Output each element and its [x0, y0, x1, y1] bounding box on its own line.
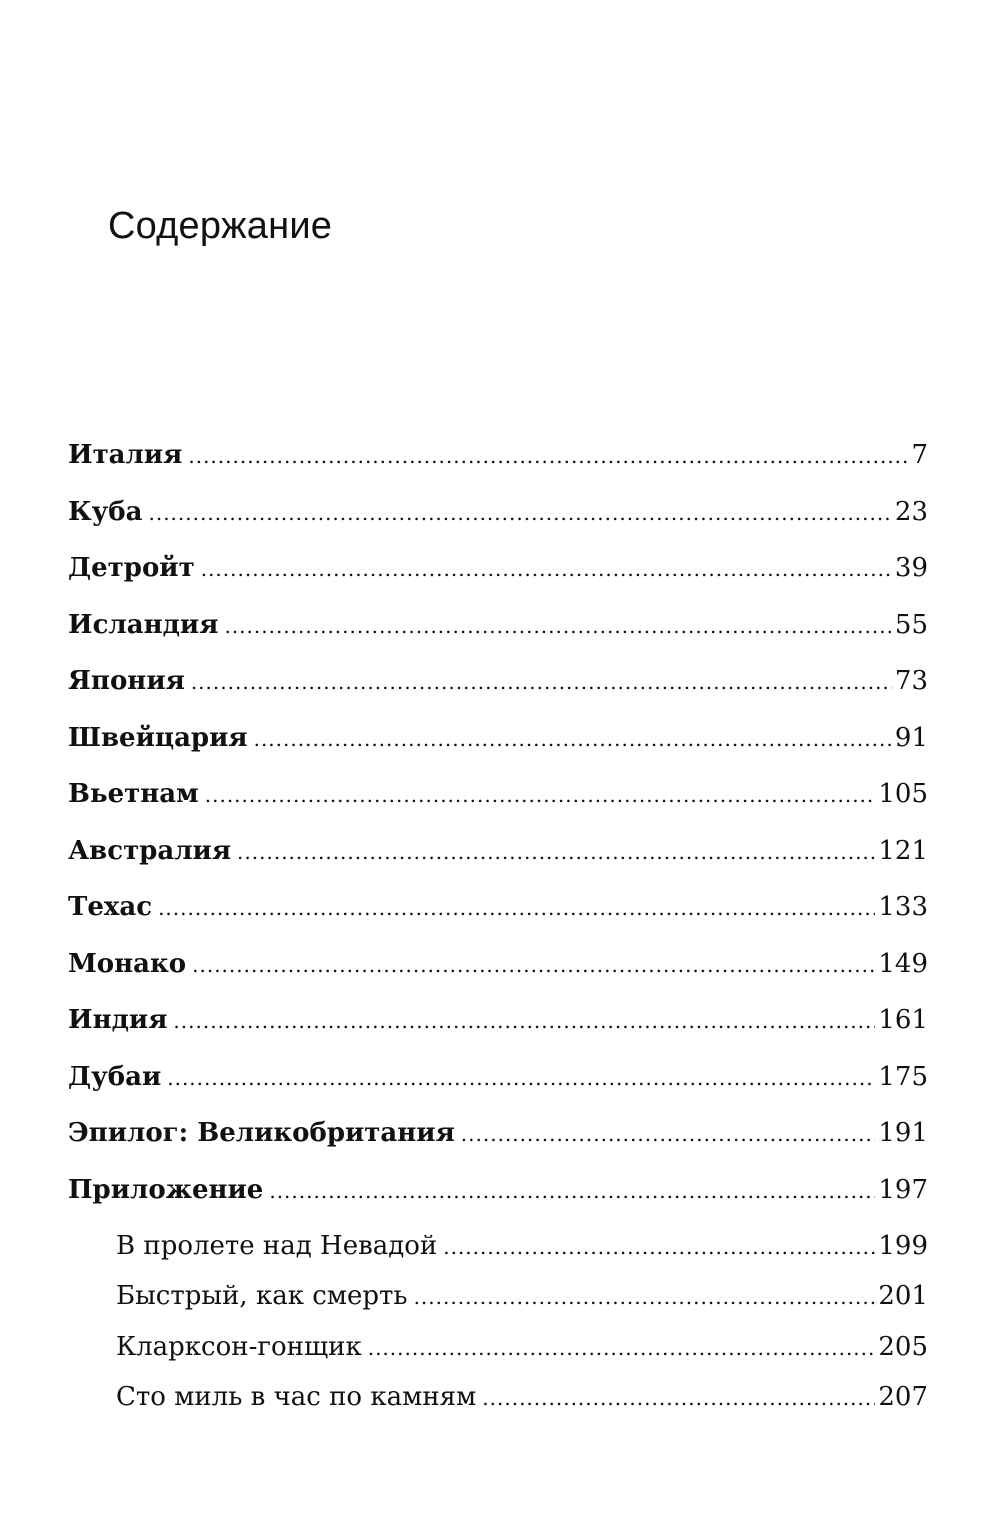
toc-subentry-page: 207	[878, 1381, 928, 1412]
toc-subentry-page: 205	[878, 1331, 928, 1362]
toc-entry[interactable]	[68, 1175, 928, 1232]
dot-leader	[254, 724, 892, 754]
toc-entry[interactable]	[68, 892, 928, 949]
toc-entry[interactable]	[68, 1118, 928, 1175]
toc-entry-title: Детройт	[68, 553, 195, 583]
toc-entry[interactable]	[68, 440, 928, 497]
toc-entry-page: 161	[878, 1005, 928, 1035]
toc-entry[interactable]	[68, 497, 928, 554]
toc-entry-page: 23	[894, 496, 928, 527]
toc-subentry-title: В пролете над Невадой	[116, 1231, 438, 1261]
dot-leader	[461, 1119, 876, 1149]
toc-entry[interactable]	[68, 723, 928, 780]
toc-entry-title: Дубаи	[68, 1061, 162, 1092]
dot-leader	[269, 1176, 875, 1206]
dot-leader	[167, 1063, 875, 1093]
toc-entry-title: Япония	[68, 666, 185, 696]
dot-leader	[414, 1282, 876, 1312]
toc-entry[interactable]	[68, 949, 928, 1006]
dot-leader	[188, 441, 908, 471]
toc-entry-page: 55	[894, 609, 928, 640]
dot-leader	[173, 1006, 875, 1036]
toc-entry[interactable]	[68, 610, 928, 667]
toc-entry[interactable]	[68, 779, 928, 836]
dot-leader	[158, 893, 875, 923]
toc-entry-page: 191	[878, 1118, 928, 1148]
toc-subentry[interactable]	[68, 1231, 928, 1281]
dot-leader	[201, 554, 892, 584]
toc-entry-page: 7	[911, 440, 928, 470]
toc-subentry-title: Сто миль в час по камням	[116, 1381, 477, 1412]
toc-entry-page: 121	[878, 835, 928, 866]
toc-subentry[interactable]	[68, 1382, 928, 1432]
toc-entry[interactable]	[68, 553, 928, 610]
toc-entry-title: Швейцария	[68, 722, 248, 753]
toc-subentry[interactable]	[68, 1281, 928, 1331]
toc-entry-page: 149	[878, 948, 928, 979]
page-title: Содержание	[108, 205, 333, 247]
toc-entry-page: 105	[878, 779, 928, 809]
toc-entry-title: Приложение	[68, 1174, 264, 1205]
toc-entry-title: Эпилог: Великобритания	[68, 1118, 455, 1148]
dot-leader	[443, 1232, 875, 1262]
toc-entry-page: 91	[894, 722, 928, 753]
dot-leader	[148, 498, 891, 528]
dot-leader	[237, 837, 875, 867]
dot-leader	[482, 1383, 875, 1413]
dot-leader	[192, 950, 875, 980]
toc-entry-page: 73	[894, 666, 928, 696]
toc-entry[interactable]	[68, 836, 928, 893]
toc-entry-title: Австралия	[68, 835, 232, 866]
toc-entry-title: Исландия	[68, 609, 219, 640]
table-of-contents	[68, 440, 928, 1432]
toc-entry[interactable]	[68, 1005, 928, 1062]
toc-entry[interactable]	[68, 666, 928, 723]
toc-subentry-page: 199	[878, 1231, 928, 1261]
toc-entry[interactable]	[68, 1062, 928, 1119]
toc-subentry-title: Кларксон-гонщик	[116, 1331, 362, 1362]
dot-leader	[368, 1333, 876, 1363]
toc-subentry-title: Быстрый, как смерть	[116, 1281, 408, 1312]
toc-entry-page: 175	[878, 1061, 928, 1092]
toc-entry-title: Вьетнам	[68, 779, 199, 809]
toc-subentry[interactable]	[68, 1332, 928, 1382]
toc-entry-page: 197	[878, 1174, 928, 1205]
toc-entry-title: Монако	[68, 948, 187, 979]
dot-leader	[191, 667, 892, 697]
toc-entry-page: 133	[878, 892, 928, 922]
toc-entry-title: Италия	[68, 440, 183, 470]
toc-entry-page: 39	[894, 553, 928, 583]
dot-leader	[224, 611, 891, 641]
toc-entry-title: Индия	[68, 1005, 168, 1035]
toc-subentry-page: 201	[878, 1281, 928, 1312]
toc-entry-title: Техас	[68, 892, 153, 922]
toc-entry-title: Куба	[68, 496, 143, 527]
dot-leader	[205, 780, 876, 810]
